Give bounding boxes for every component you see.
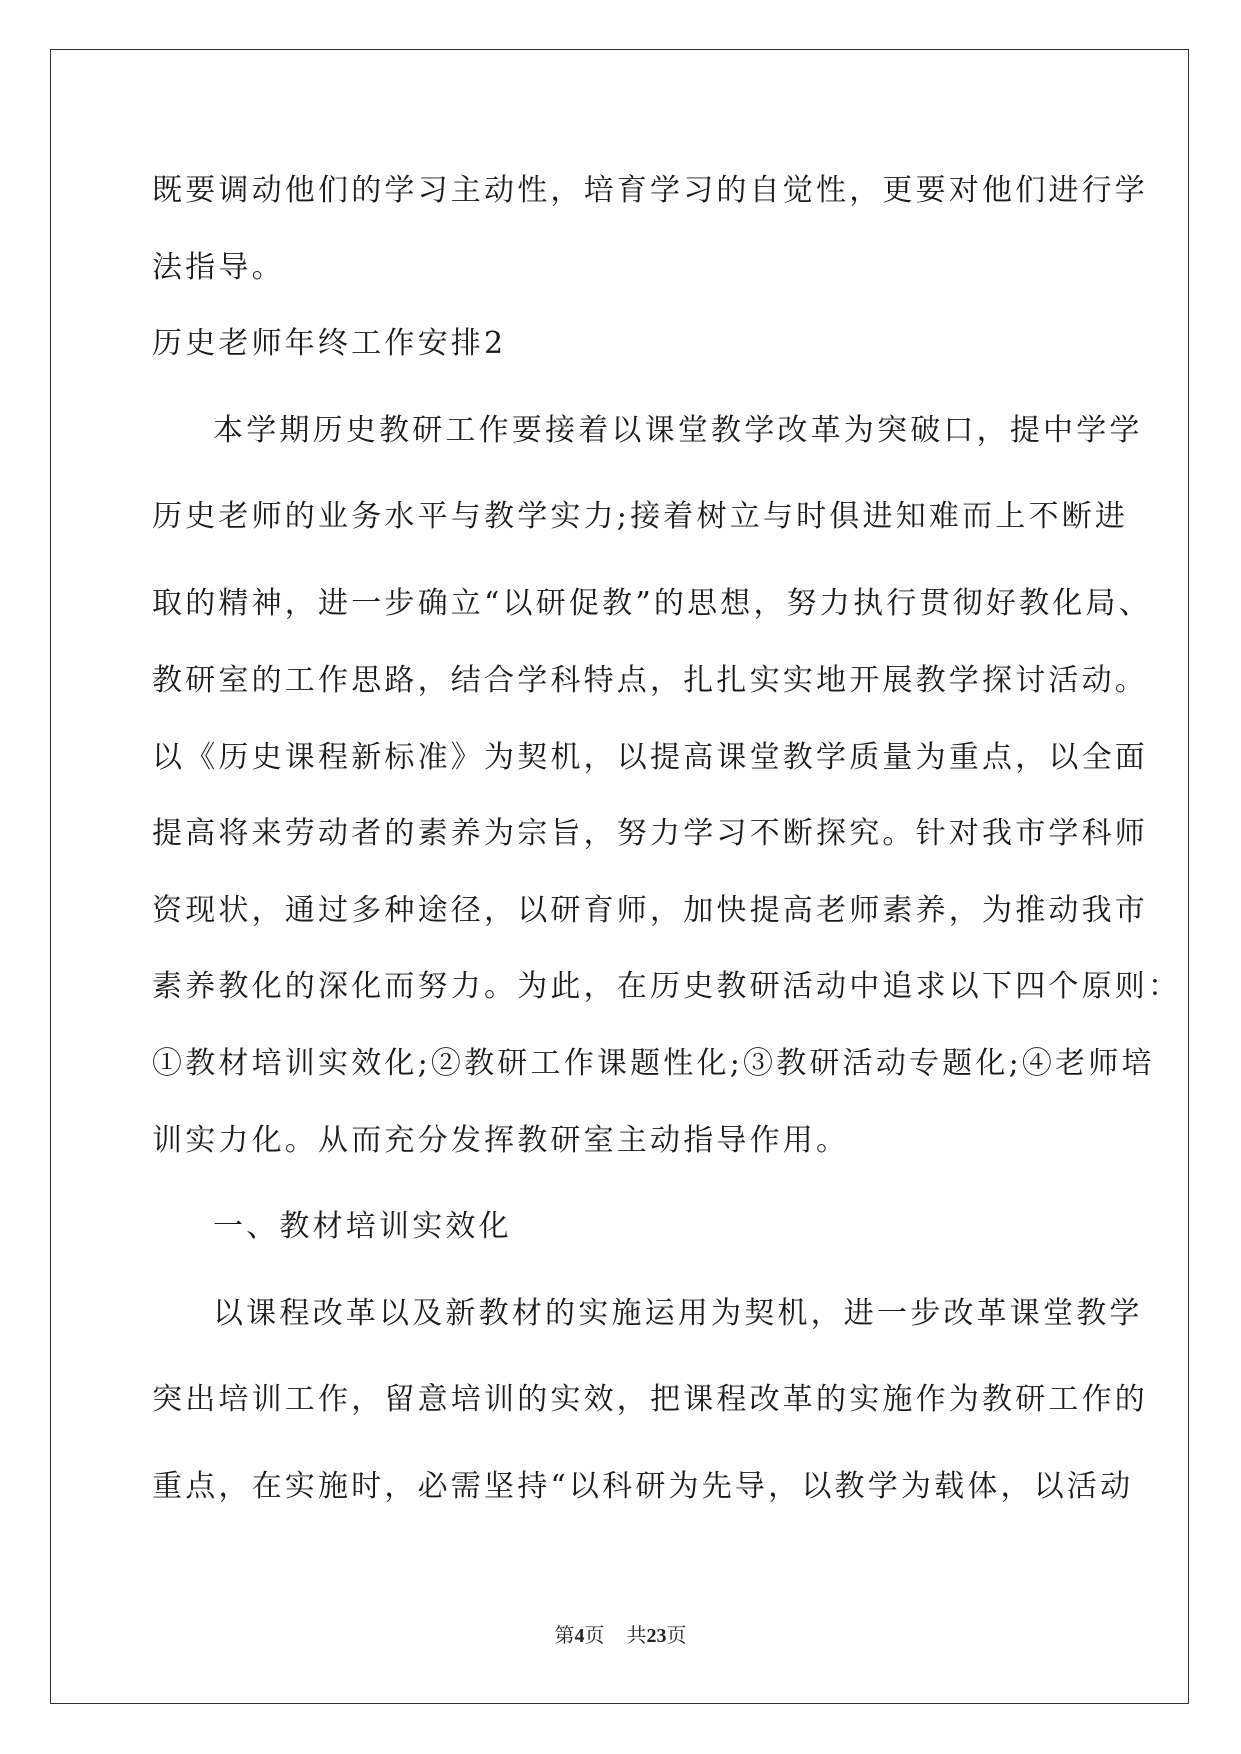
text-line: 突出培训工作，留意培训的实效，把课程改革的实施作为教研工作的 (152, 1382, 1148, 1417)
footer-page-suffix: 页 (584, 1625, 605, 1647)
footer-total-pages: 23 (646, 1625, 667, 1647)
text-line: 训实力化。从而充分发挥教研室主动指导作用。 (152, 1123, 850, 1158)
text-line: ①教材培训实效化;②教研工作课题性化;③教研活动专题化;④老师培 (152, 1046, 1155, 1081)
page-footer (0, 1624, 1241, 1648)
paragraph-first-line: 以课程改革以及新教材的实施运用为契机，进一步改革课堂教学 (213, 1296, 1143, 1331)
text-line: 取的精神，进一步确立“以研促教”的思想，努力执行贯彻好教化局、 (152, 586, 1152, 621)
section-heading: 历史老师年终工作安排2 (152, 326, 507, 361)
footer-total-prefix: 共 (626, 1625, 647, 1647)
text-line: 教研室的工作思路，结合学科特点，扎扎实实地开展教学探讨活动。 (152, 663, 1148, 698)
footer-total-suffix: 页 (666, 1625, 687, 1647)
text-line: 既要调动他们的学习主动性，培育学习的自觉性，更要对他们进行学 (152, 173, 1148, 208)
paragraph-first-line: 本学期历史教研工作要接着以课堂教学改革为突破口，提中学学 (213, 413, 1143, 448)
footer-page-prefix: 第 (554, 1625, 575, 1647)
text-line: 法指导。 (152, 250, 285, 285)
subsection-heading: 一、教材培训实效化 (213, 1209, 512, 1244)
text-line: 资现状，通过多种途径，以研育师，加快提高老师素养，为推动我市 (152, 893, 1148, 928)
text-line: 素养教化的深化而努力。为此，在历史教研活动中追求以下四个原则： (152, 969, 1182, 1004)
text-line: 以《历史课程新标准》为契机，以提高课堂教学质量为重点，以全面 (152, 740, 1148, 775)
text-line: 重点，在实施时，必需坚持“以科研为先导，以教学为载体，以活动 (152, 1469, 1134, 1504)
text-line: 提高将来劳动者的素养为宗旨，努力学习不断探究。针对我市学科师 (152, 816, 1148, 851)
text-line: 历史老师的业务水平与教学实力;接着树立与时俱进知难而上不断进 (152, 499, 1129, 534)
footer-page-number: 4 (574, 1625, 585, 1647)
page-border (50, 49, 1189, 1704)
